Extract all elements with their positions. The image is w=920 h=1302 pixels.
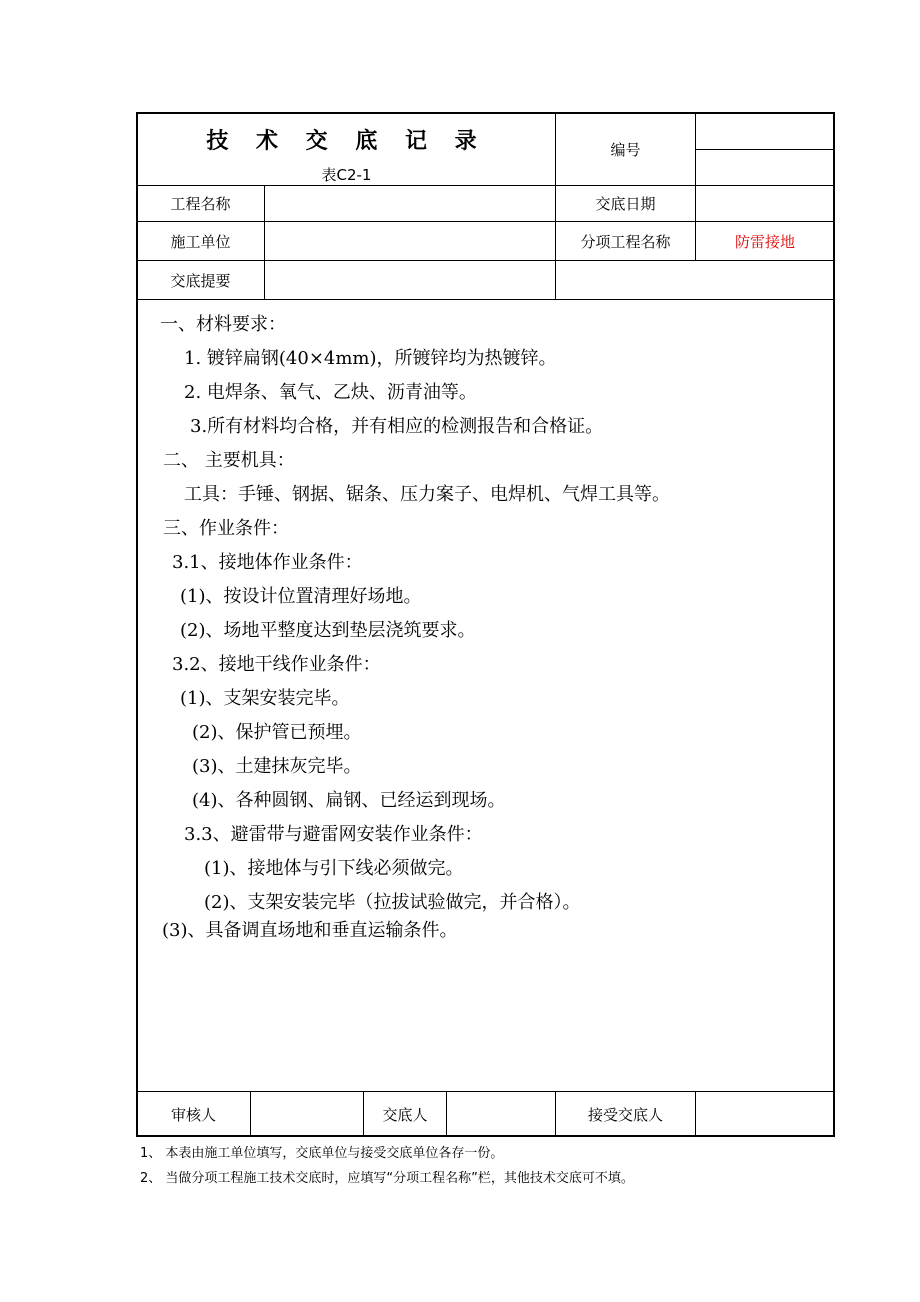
project-name-label: 工程名称 (170, 195, 231, 213)
reviewer-field[interactable] (251, 1092, 363, 1136)
section-heading: 一、材料要求： (160, 314, 286, 335)
receiver-label: 接受交底人 (587, 1105, 663, 1124)
content-line: 3.2、接地干线作业条件： (172, 654, 381, 675)
subproject-value: 防雷接地 (734, 232, 795, 251)
content-line: (2)、保护管已预埋。 (192, 722, 362, 743)
content-line: 3.3、避雷带与避雷网安装作业条件： (184, 824, 483, 845)
content-line: (2)、支架安装完毕（拉拔试验做完，并合格）。 (204, 892, 581, 913)
section-heading: 二、 主要机具： (163, 450, 295, 471)
summary-field[interactable] (265, 261, 834, 299)
section-heading: 三、作业条件： (163, 518, 289, 539)
form-title: 技 术 交 底 记 录 (206, 129, 487, 154)
reviewer-label: 审核人 (170, 1105, 216, 1124)
content-line: (3)、具备调直场地和垂直运输条件。 (162, 920, 458, 941)
footnote: 2、 当做分项工程施工技术交底时，应填写“分项工程名称”栏，其他技术交底可不填。 (140, 1171, 634, 1186)
project-name-field[interactable] (265, 186, 555, 221)
subproject-label: 分项工程名称 (580, 232, 671, 251)
presenter-field[interactable] (447, 1092, 555, 1136)
content-line: 2. 电焊条、氧气、乙炔、沥青油等。 (184, 382, 477, 403)
content-line: (1)、按设计位置清理好场地。 (180, 586, 422, 607)
row-line (137, 299, 834, 300)
content-line: (2)、场地平整度达到垫层浇筑要求。 (180, 620, 476, 641)
content-line: (1)、支架安装完毕。 (180, 688, 350, 709)
content-line: 3.1、接地体作业条件： (172, 552, 363, 573)
footnote: 1、 本表由施工单位填写，交底单位与接受交底单位各存一份。 (140, 1146, 504, 1161)
content-line: (1)、接地体与引下线必须做完。 (204, 858, 464, 879)
content-line: (3)、土建抹灰完毕。 (192, 756, 362, 777)
date-field[interactable] (696, 186, 834, 221)
presenter-label: 交底人 (382, 1105, 428, 1124)
content-line: 3.所有材料均合格，并有相应的检测报告和合格证。 (190, 416, 604, 437)
unit-label: 施工单位 (170, 232, 231, 251)
content-line: (4)、各种圆钢、扁钢、已经运到现场。 (192, 790, 506, 811)
receiver-field[interactable] (696, 1092, 834, 1136)
date-label: 交底日期 (595, 195, 656, 213)
form-code: 表C2-1 (321, 166, 372, 184)
unit-field[interactable] (265, 222, 555, 260)
number-field-1[interactable] (696, 114, 834, 149)
number-field-2[interactable] (696, 150, 834, 185)
number-label: 编号 (610, 140, 641, 159)
content-line: 工具：手锤、钢据、锯条、压力案子、电焊机、气焊工具等。 (184, 484, 670, 505)
summary-label: 交底提要 (170, 271, 231, 290)
content-line: 1. 镀锌扁钢(40×4mm)，所镀锌均为热镀锌。 (184, 348, 557, 369)
